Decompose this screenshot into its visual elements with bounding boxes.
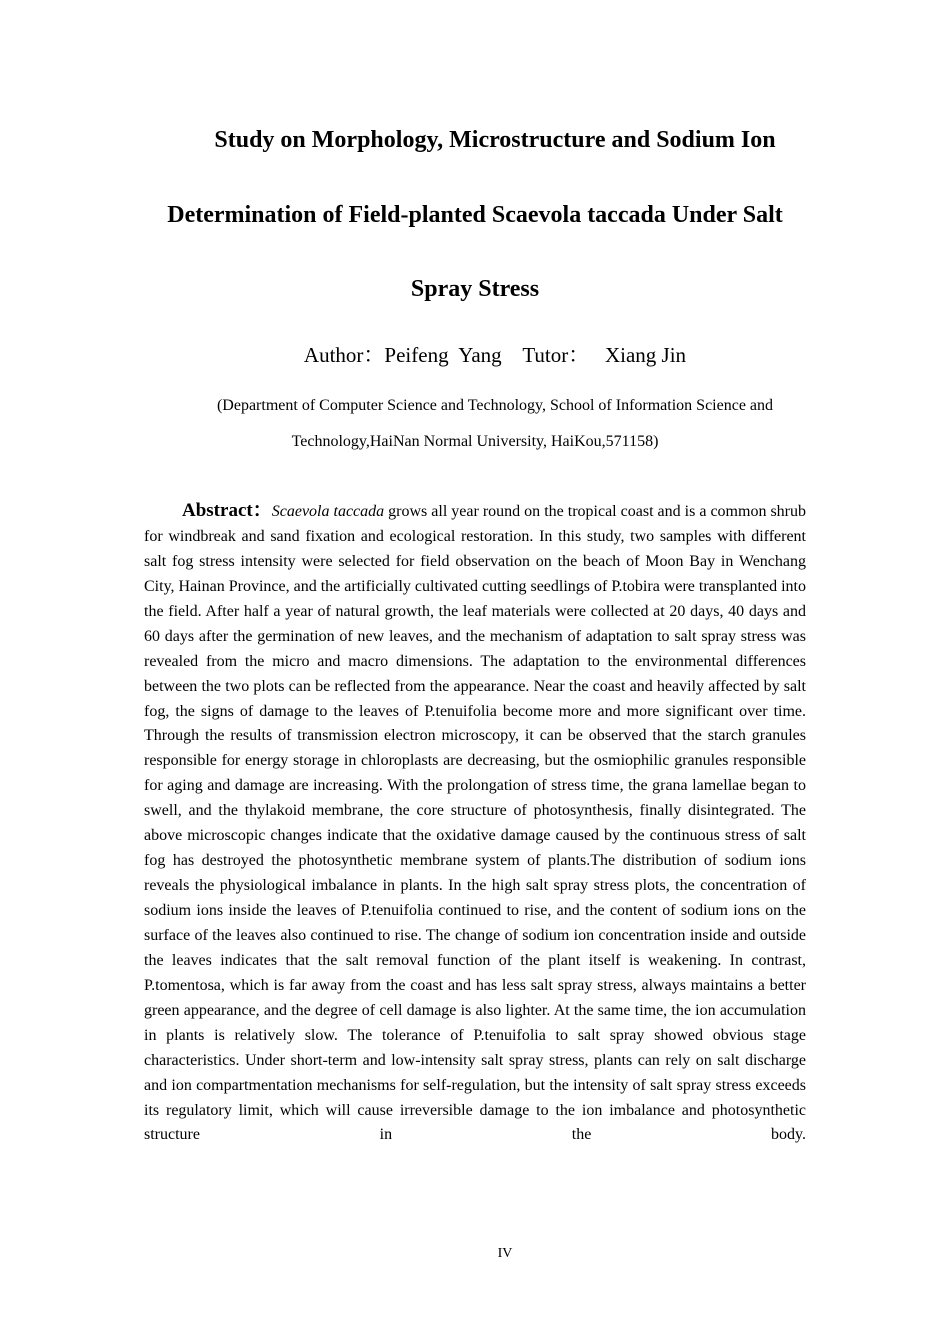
byline — [20, 340, 950, 370]
author-name: Peifeng Yang — [384, 343, 502, 367]
affiliation-line-1: (Department of Computer Science and Technology, School of Information Science and — [216, 397, 774, 414]
title-line-2: Determination of Field-planted Scaevola taccada Under Salt — [167, 202, 783, 228]
page-number: IV — [497, 1246, 513, 1261]
abstract-label: Abstract： — [182, 500, 272, 521]
author-label: Author： — [303, 343, 385, 367]
tutor-name: Xiang Jin — [604, 343, 687, 367]
affiliation-line-2: Technology,HaiNan Normal University, HaiKou,571158) — [291, 433, 659, 450]
species-name: Scaevola taccada — [271, 503, 385, 520]
title-line-1: Study on Morphology, Microstructure and Sodium Ion — [214, 127, 776, 153]
tutor-label: Tutor： — [522, 343, 590, 367]
abstract-paragraph — [144, 499, 806, 1224]
byline-gap-2 — [589, 343, 605, 367]
title-line-3: Spray Stress — [410, 276, 540, 302]
abstract-body: grows all year round on the tropical coast and is a common shrub for windbreak and sand fixation and ecological restoration. In this study, two samples with different salt fog stress intensity were selected for field observation on the beach of Moon Bay in Wenchang City, Hainan Province, and the artificially cultivated cutting seedlings of P.tobira were transplanted into the field. After half a year of natural growth, the leaf materials were collected at 20 days, 40 days and 60 days after the germination of new leaves, and the mechanism of adaptation to salt spray stress was revealed from the micro and macro dimensions. The adaptation to the environmental differences between the two plots can be reflected from the appearance. Near the coast and heavily affected by salt fog, the signs of damage to the leaves of P.tenuifolia become more and more significant over time. Through the results of transmission electron microscopy, it can be observed that the starch granules responsible for energy storage in chloroplasts are decreasing, but the osmiophilic granules responsible for aging and damage are increasing. With the prolongation of stress time, the grana lamellae began to swell, and the thylakoid membrane, the core structure of photosynthesis, finally disintegrated. The above microscopic changes indicate that the oxidative damage caused by the continuous stress of salt fog has destroyed the photosynthetic membrane system of plants.The distribution of sodium ions reveals the physiological imbalance in plants. In the high salt spray stress plots, the concentration of sodium ions inside the leaves of P.tenuifolia continued to rise, and the content of sodium ions on the surface of the leaves also continued to rise. The change of sodium ion concentration inside and outside the leaves indicates that the salt removal function of the plant itself is weakening. In contrast, P.tomentosa, which is far away from the coast and has less salt spray stress, always maintains a better green appearance, and the degree of cell damage is also lighter. At the same time, the ion accumulation in plants is relatively slow. The tolerance of P.tenuifolia to salt spray showed obvious stage characteristics. Under short-term and low-intensity salt spray stress, plants can rely on salt discharge and ion compartmentation mechanisms for self-regulation, but the intensity of salt spray stress exceeds its regulatory limit, which will cause irreversible damage to the ion imbalance and photosynthetic structure in the body. — [144, 503, 806, 1144]
byline-gap — [502, 343, 523, 367]
